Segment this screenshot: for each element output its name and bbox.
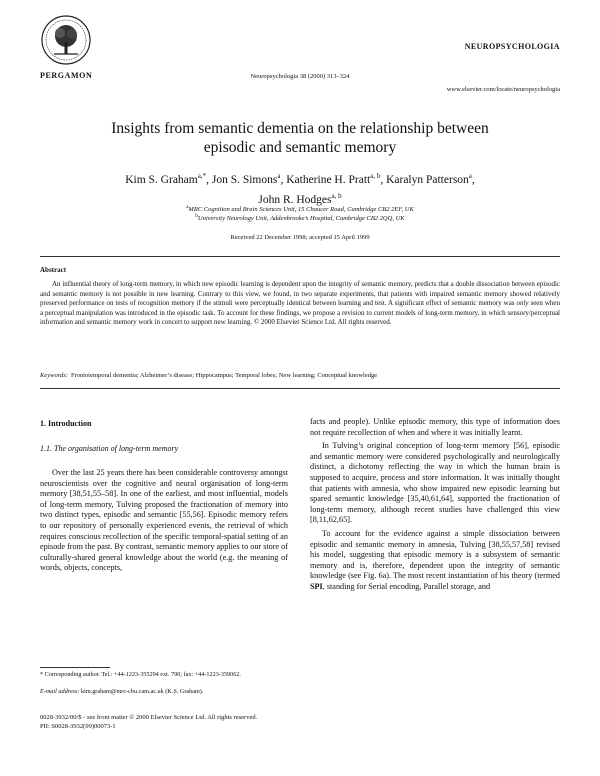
journal-name: NEUROPSYCHOLOGIA [464,42,560,51]
author-affiliation-mark: a [468,172,472,180]
abstract-text-part: seen when a perceptual manipulation was introduced in the episodic task. To account for these findings, we propose a revision to current models of long-term memory, in which sensory/perceptual information and semantic memory work in concert to support new learning. © 2000 Elsevier Science Ltd. All rights reserved. [40,299,561,326]
keywords-text: Frontotemporal dementia; Alzheimer’s disease; Hippocampus; Temporal lobes; New learning; Conceptual knowledge [70,372,378,379]
author-separator: , [206,173,212,186]
divider [40,388,560,389]
body-paragraph: facts and people). Unlike episodic memory, this type of information does not require recollection of when and where it was initially learnt. [310,417,560,437]
abstract-text-part: An influential theory of long-term memory, in which new episodic learning is dependent upon the integrity of semantic memory, predicts that a double dissociation between episodic and semantic memory is not possible in new learning. Contrary to this view, we found, in two separate experiments, that patients with impaired semantic memory showed relatively preserved performance on tests of recognition memory if the stimuli were perceptually identical between learning and test. A significant effect of semantic memory was [40,280,560,307]
author-separator: , [280,173,287,186]
title-line-1: Insights from semantic dementia on the relationship between [111,120,489,137]
body-text-part: To account for the evidence against a simple dissociation between episodic and semantic memory in amnesia, Tulving [38,55,57,58] revised his model, suggesting that episodic memory is a subsystem of semantic memory and is, therefore, dependent upon the integrity of semantic knowledge (see Fig. 6a). The most recent instantiation of his theory (termed [310,528,560,581]
abstract-heading: Abstract [40,266,67,274]
body-paragraph: In Tulving’s original conception of long-term memory [56], episodic and semantic memory were considered psychologically and neurologically distinct, a dichotomy reflecting the way in which the human brain is supposed to acquire, process and store information. It was initially thought that patients with amnesia, who show impaired new episodic learning but spared semantic knowledge [35,40,61,64], supported the fractionation of long-term memory, although recent studies have challenged this view [8,11,62,65]. [310,441,560,525]
author-name: Jon S. Simons [211,173,278,186]
keywords [40,372,560,379]
footnote-rule [40,667,110,668]
footnote-email-label: E-mail address: [40,688,80,695]
body-emphasis: SPI [310,581,323,591]
body-column-left [40,468,288,574]
body-paragraph: Over the last 25 years there has been considerable controversy amongst neuroscientists over the cognitive and neural organisation of long-term memory [38,51,55–58]. In one of the earliest, and most influential, models of long-term memory, Tulving proposed the fractionation of memory into two distinct types, episodic and semantic [55,56]. Episodic memory refers to our repository of personally experienced events, the retrieval of which requires conscious recollection of the specific temporal-spatial setting of an episode from the past. By contrast, semantic memory applies to our store of culturally-shared general knowledge about the world (e.g. the meaning of words, objects, concepts, [40,468,288,573]
footnote-email-text[interactable]: kim.graham@mrc-cbu.cam.ac.uk (K.S. Graham). [81,688,204,695]
received-dates: Received 22 December 1998; accepted 15 April 1999 [230,234,370,241]
footnote-email [40,688,288,697]
article-title [70,119,530,157]
footnote-corresponding: * Corresponding author. Tel.: +44-1223-355294 ext. 790; fax: +44-1223-359062. [40,671,241,678]
affiliation [60,214,540,222]
author-affiliation-mark: a,* [197,172,207,180]
affiliation-text: MRC Cognition and Brain Sciences Unit, 15 Chaucer Road, Cambridge CB2 2EF, UK [188,206,414,214]
publisher-name: PERGAMON [40,71,93,80]
author-affiliation-mark: a, b [370,172,381,180]
subsection-heading: 1.1. The organisation of long-term memory [40,444,179,453]
author-name: Karalyn Patterson [386,173,469,186]
author-name: Katherine H. Pratt [286,173,371,186]
author-affiliation-mark: a [277,172,281,180]
author-separator: , [471,173,475,186]
abstract-text [40,280,560,328]
journal-citation: Neuropsychologia 38 (2000) 313–324 [250,73,350,80]
body-column-right [310,417,560,593]
divider [40,256,560,257]
issn-line: 0028-3932/00/$ - see front matter © 2000 Elsevier Science Ltd. All rights reserved. [40,714,258,721]
keywords-label: Keywords: [40,372,68,379]
affiliation [60,205,540,213]
journal-url[interactable]: www.elsevier.com/locate/neuropsychologia [446,86,560,93]
affiliation-mark: a [186,205,189,210]
title-line-2: episodic and semantic memory [203,139,397,156]
publisher-logo [40,14,92,66]
author-name: John R. Hodges [258,193,332,206]
pii-line: PII: S0028-3932(99)00073-1 [40,723,116,730]
body-text-part: , standing for Serial encoding, Parallel storage, and [322,581,491,591]
author-affiliation-mark: a, b [331,191,342,200]
author-list [60,168,540,208]
body-paragraph [310,529,560,593]
affiliation-mark: b [195,214,198,219]
affiliation-text: University Neurology Unit, Addenbrooke’s Hospital, Cambridge CB2 2QQ, UK [197,215,405,223]
author-separator: , [380,173,387,186]
abstract-emphasis: only [516,299,529,307]
author-name: Kim S. Graham [125,173,198,186]
section-heading: 1. Introduction [40,419,92,428]
